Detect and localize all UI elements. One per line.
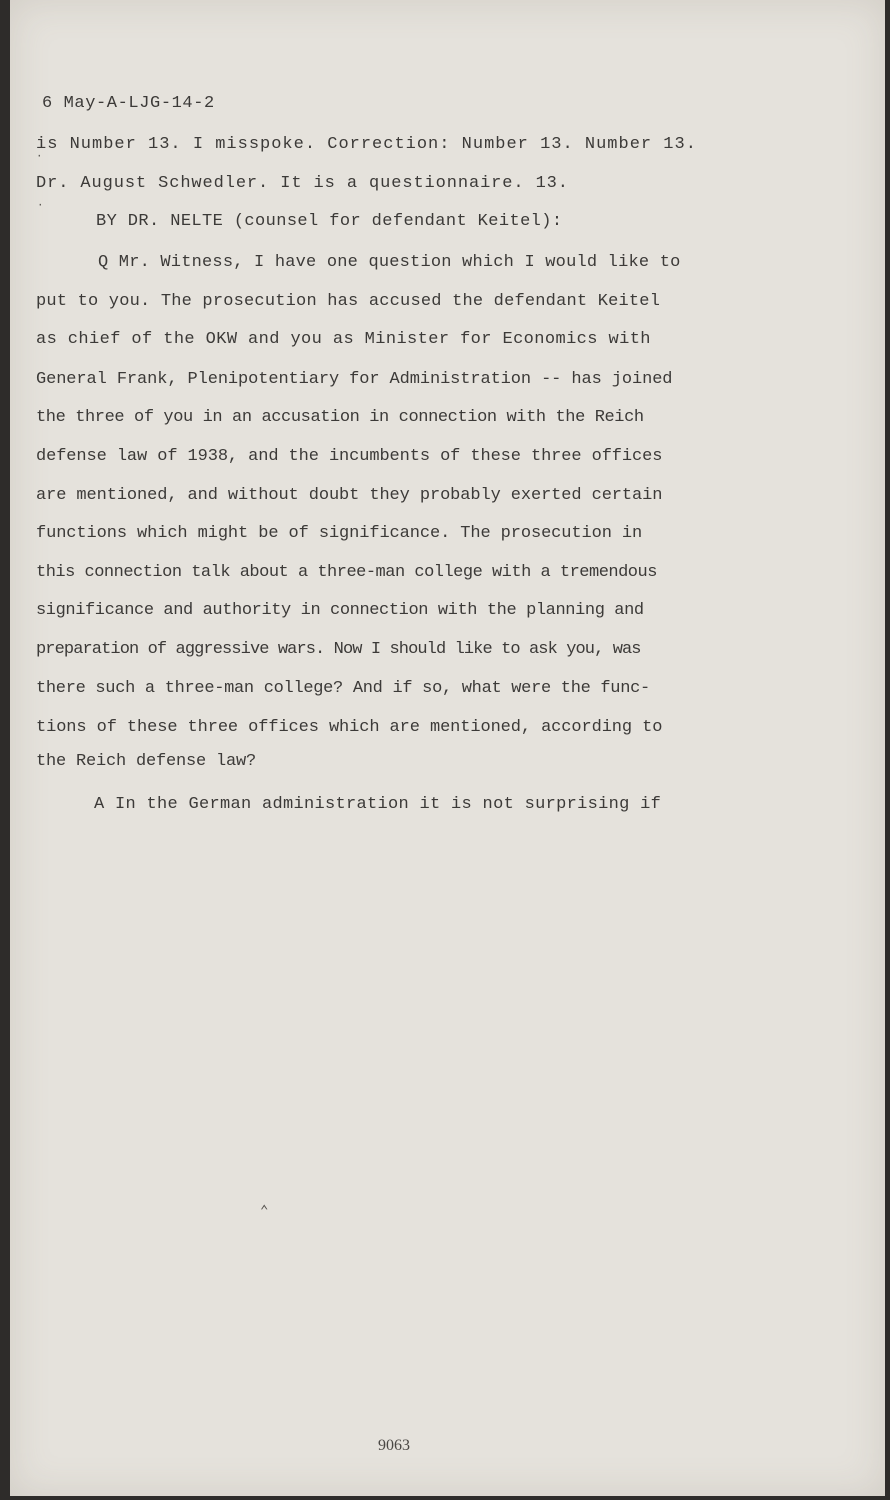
text-line: preparation of aggressive wars. Now I should like to ask you, was <box>36 640 641 659</box>
text-line: as chief of the OKW and you as Minister for Economics with <box>36 330 651 349</box>
text-line: the Reich defense law? <box>36 752 257 771</box>
text-line: Dr. August Schwedler. It is a questionnaire. 13. <box>36 174 569 193</box>
question-start-line: Q Mr. Witness, I have one question which I would like to <box>98 253 681 272</box>
text-line: defense law of 1938, and the incumbents of these three offices <box>36 447 663 466</box>
text-line: put to you. The prosecution has accused the defendant Keitel <box>36 292 661 311</box>
text-line: the three of you in an accusation in connection with the Reich <box>36 408 644 427</box>
ink-speck: ⌃ <box>260 1204 269 1220</box>
text-line: significance and authority in connection with the planning and <box>36 601 644 620</box>
document-header: 6 May-A-LJG-14-2 <box>42 94 215 113</box>
text-line: this connection talk about a three-man college with a tremendous <box>36 563 657 582</box>
text-line: General Frank, Plenipotentiary for Administration -- has joined <box>36 370 673 389</box>
text-line: are mentioned, and without doubt they probably exerted certain <box>36 486 663 505</box>
ink-speck: · <box>36 151 43 163</box>
question-heading: BY DR. NELTE (counsel for defendant Keitel): <box>96 212 563 231</box>
text-line: functions which might be of significance. The prosecution in <box>36 524 643 543</box>
text-line: tions of these three offices which are mentioned, according to <box>36 718 663 737</box>
ink-speck: · <box>37 200 44 212</box>
document-page <box>10 0 885 1496</box>
text-line: is Number 13. I misspoke. Correction: Number 13. Number 13. <box>36 135 697 154</box>
page-number: 9063 <box>378 1437 410 1454</box>
answer-start-line: A In the German administration it is not surprising if <box>94 795 662 814</box>
text-line: there such a three-man college? And if so, what were the func- <box>36 679 650 698</box>
